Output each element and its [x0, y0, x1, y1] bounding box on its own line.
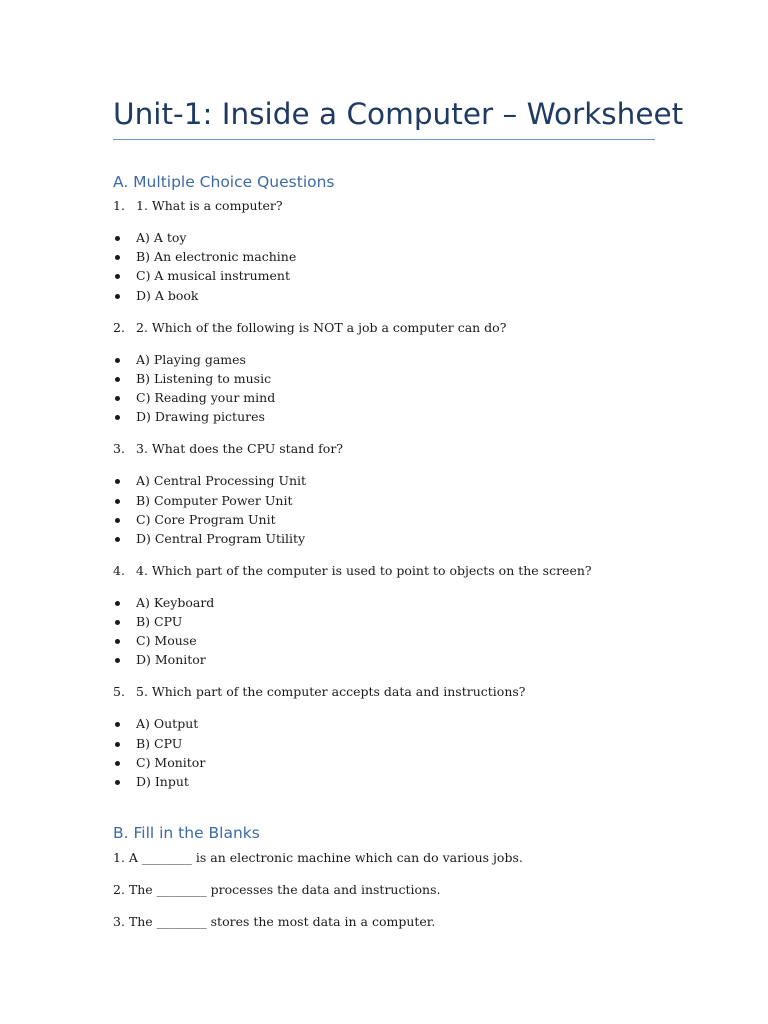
question-text: 2. Which of the following is NOT a job a computer can do?	[136, 320, 507, 335]
option-c: C) A musical instrument	[136, 268, 290, 283]
section-a-heading: A. Multiple Choice Questions	[113, 173, 335, 191]
question-number: 2.	[113, 320, 125, 335]
option-c: C) Mouse	[136, 633, 197, 648]
option-c: C) Monitor	[136, 755, 206, 770]
bullet-icon	[115, 518, 120, 523]
bullet-icon	[115, 479, 120, 484]
option-b: B) CPU	[136, 614, 183, 629]
bullet-icon	[115, 537, 120, 542]
bullet-icon	[115, 658, 120, 663]
bullet-icon	[115, 742, 120, 747]
option-a: A) Output	[136, 716, 199, 731]
bullet-icon	[115, 415, 120, 420]
bullet-icon	[115, 639, 120, 644]
option-d: D) Drawing pictures	[136, 409, 265, 424]
option-c: C) Reading your mind	[136, 390, 276, 405]
option-d: D) Central Program Utility	[136, 531, 306, 546]
question-number: 4.	[113, 563, 125, 578]
bullet-icon	[115, 377, 120, 382]
fill-blank-item-2: 2. The ________ processes the data and instructions.	[113, 882, 441, 897]
option-d: D) Input	[136, 774, 189, 789]
question-number: 1.	[113, 198, 125, 213]
bullet-icon	[115, 601, 120, 606]
bullet-icon	[115, 722, 120, 727]
option-d: D) A book	[136, 288, 199, 303]
bullet-icon	[115, 620, 120, 625]
question-text: 5. Which part of the computer accepts data and instructions?	[136, 684, 526, 699]
option-a: A) Playing games	[136, 352, 246, 367]
question-text: 4. Which part of the computer is used to point to objects on the screen?	[136, 563, 592, 578]
option-b: B) An electronic machine	[136, 249, 297, 264]
fill-blank-item-1: 1. A ________ is an electronic machine which can do various jobs.	[113, 850, 523, 865]
question-text: 1. What is a computer?	[136, 198, 283, 213]
bullet-icon	[115, 255, 120, 260]
option-a: A) A toy	[136, 230, 187, 245]
question-number: 3.	[113, 441, 125, 456]
bullet-icon	[115, 358, 120, 363]
bullet-icon	[115, 236, 120, 241]
bullet-icon	[115, 499, 120, 504]
question-number: 5.	[113, 684, 125, 699]
page-title: Unit-1: Inside a Computer – Worksheet	[113, 97, 684, 131]
bullet-icon	[115, 761, 120, 766]
question-text: 3. What does the CPU stand for?	[136, 441, 344, 456]
option-a: A) Central Processing Unit	[136, 473, 307, 488]
bullet-icon	[115, 294, 120, 299]
option-a: A) Keyboard	[136, 595, 215, 610]
option-c: C) Core Program Unit	[136, 512, 276, 527]
option-b: B) CPU	[136, 736, 183, 751]
option-b: B) Computer Power Unit	[136, 493, 293, 508]
bullet-icon	[115, 780, 120, 785]
section-b-heading: B. Fill in the Blanks	[113, 824, 260, 842]
fill-blank-item-3: 3. The ________ stores the most data in a computer.	[113, 914, 436, 929]
bullet-icon	[115, 396, 120, 401]
option-b: B) Listening to music	[136, 371, 272, 386]
option-d: D) Monitor	[136, 652, 206, 667]
bullet-icon	[115, 274, 120, 279]
title-underline	[113, 139, 655, 140]
